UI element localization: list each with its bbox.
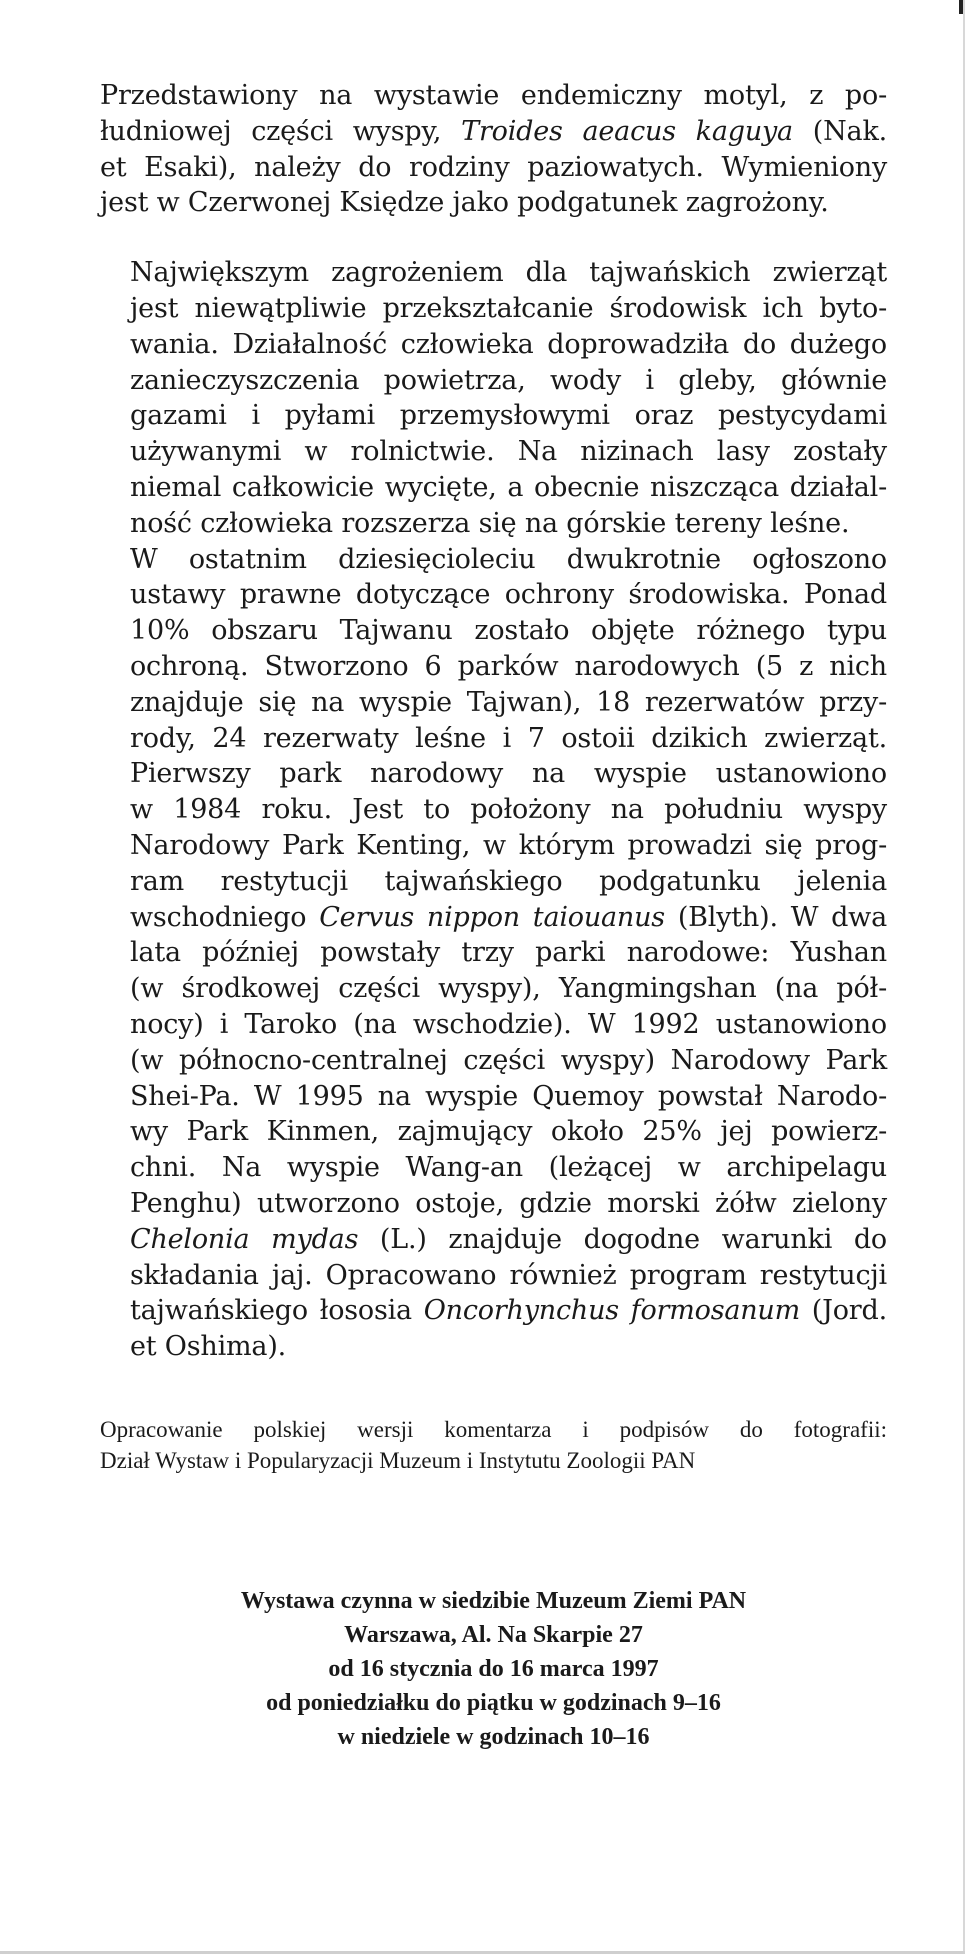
text-line: wania. Działalność człowieka doprowadziła do dużego xyxy=(130,328,887,360)
text-line: Pierwszy park narodowy na wyspie ustanowiono xyxy=(130,758,887,790)
text-line: 10% obszaru Tajwanu zostało objęte różnego typu xyxy=(130,615,887,647)
species-name: Oncorhynchus formosanum xyxy=(423,1295,801,1327)
credits-line: Opracowanie polskiej wersji komentarza i podpisów do fotografii: xyxy=(100,1417,887,1442)
text-line: składania jaj. Opracowano również program restytucji xyxy=(130,1259,887,1291)
species-name: Chelonia mydas xyxy=(130,1223,359,1255)
exhibition-info xyxy=(100,1584,887,1754)
exhibition-sunday-hours: w niedziele w godzinach 10–16 xyxy=(337,1724,650,1750)
text-line: et Esaki), należy do rodziny paziowatych. Wymieniony xyxy=(100,151,887,183)
text-line: łudniowej części wyspy, Troides aeacus kaguya (Nak. xyxy=(100,115,887,147)
credits-note xyxy=(100,1414,887,1476)
text-line: znajduje się na wyspie Tajwan), 18 rezerwatów przy- xyxy=(130,686,887,718)
species-name: Cervus nippon taiouanus xyxy=(319,901,665,933)
exhibition-weekday-hours: od poniedziałku do piątku w godzinach 9–16 xyxy=(266,1690,721,1716)
text-line: niemal całkowicie wycięte, a obecnie niszcząca działal- xyxy=(130,471,887,503)
paragraph-protection xyxy=(100,542,887,1365)
text-line: chni. Na wyspie Wang-an (leżącej w archipelagu xyxy=(130,1152,887,1184)
text-line: et Oshima). xyxy=(130,1331,287,1363)
text-line: wy Park Kinmen, zajmujący około 25% jej powierz- xyxy=(130,1116,887,1148)
text-line: Przedstawiony na wystawie endemiczny motyl, z po- xyxy=(100,80,887,111)
text-line: lata później powstały trzy parki narodowe: Yushan xyxy=(130,937,887,969)
text-line: Narodowy Park Kenting, w którym prowadzi się prog- xyxy=(130,829,887,861)
text-line: ram restytucji tajwańskiego podgatunku jelenia xyxy=(130,865,887,897)
text-line: jest niewątpliwie przekształcanie środowisk ich byto- xyxy=(130,292,887,324)
text-line: wschodniego Cervus nippon taiouanus (Blyth). W dwa xyxy=(130,901,887,933)
text-line: nocy) i Taroko (na wschodzie). W 1992 ustanowiono xyxy=(130,1008,887,1040)
exhibition-address: Warszawa, Al. Na Skarpie 27 xyxy=(344,1622,643,1648)
species-name: Troides aeacus kaguya xyxy=(461,115,793,147)
text-line: Chelonia mydas (L.) znajduje dogodne warunki do xyxy=(130,1223,887,1255)
text-line: w 1984 roku. Jest to położony na południu wyspy xyxy=(130,794,887,826)
text-line: Największym zagrożeniem dla tajwańskich zwierząt xyxy=(130,257,887,289)
text-line: używanymi w rolnictwie. Na nizinach lasy zostały xyxy=(130,436,887,468)
text-line: Penghu) utworzono ostoje, gdzie morski żółw zielony xyxy=(130,1187,887,1219)
text-line: gazami i pyłami przemysłowymi oraz pestycydami xyxy=(130,400,887,432)
text-line: (w północno-centralnej części wyspy) Narodowy Park xyxy=(130,1044,887,1076)
paragraph-threats xyxy=(100,255,887,541)
credits-line: Dział Wystaw i Popularyzacji Muzeum i Instytutu Zoologii PAN xyxy=(100,1448,696,1473)
text-line: W ostatnim dziesięcioleciu dwukrotnie ogłoszono xyxy=(130,543,887,575)
main-text xyxy=(100,78,887,1365)
text-line: ochroną. Stworzono 6 parków narodowych (5 z nich xyxy=(130,650,887,682)
text-line: rody, 24 rezerwaty leśne i 7 ostoii dzikich zwierząt. xyxy=(130,722,887,754)
text-line: ustawy prawne dotyczące ochrony środowiska. Ponad xyxy=(130,579,887,611)
text-line: zanieczyszczenia powietrza, wody i gleby, głównie xyxy=(130,364,887,396)
exhibition-dates: od 16 stycznia do 16 marca 1997 xyxy=(328,1656,659,1682)
text-line: (w środkowej części wyspy), Yangmingshan (na pół- xyxy=(130,973,887,1005)
exhibition-venue: Wystawa czynna w siedzibie Muzeum Ziemi PAN xyxy=(240,1588,747,1614)
text-line: tajwańskiego łososia Oncorhynchus formosanum (Jord. xyxy=(130,1295,887,1327)
text-line: jest w Czerwonej Księdze jako podgatunek zagrożony. xyxy=(100,187,829,219)
paragraph-butterfly xyxy=(100,78,887,221)
text-line: ność człowieka rozszerza się na górskie tereny leśne. xyxy=(130,507,850,539)
text-line: Shei-Pa. W 1995 na wyspie Quemoy powstał Narodo- xyxy=(130,1080,887,1112)
